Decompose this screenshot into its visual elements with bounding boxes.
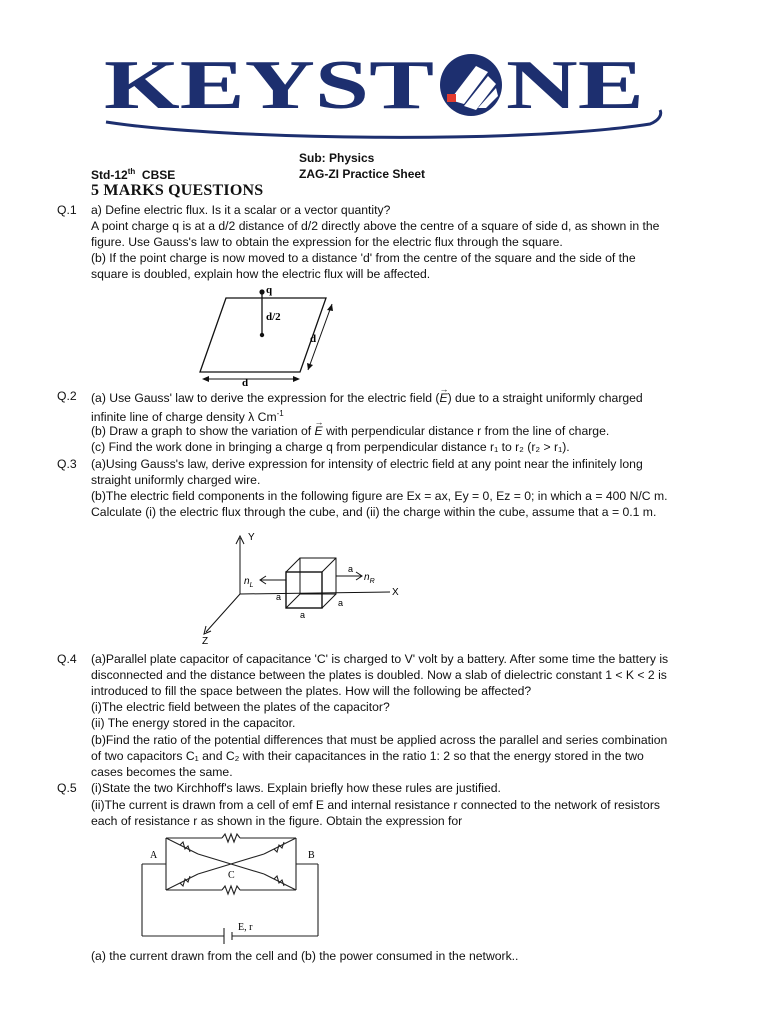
q3-line: straight uniformly charged wire. xyxy=(91,473,261,487)
q4-line: (a)Parallel plate capacitor of capacitance 'C' is charged to V' volt by a battery. After some time the battery is xyxy=(91,652,669,666)
q5-line: each of resistance r as shown in the figure. Obtain the expression for xyxy=(91,814,463,828)
q1-line: square is doubled, explain how the electric flux will be affected. xyxy=(91,267,431,281)
node-a-label: A xyxy=(150,850,158,861)
q1-line: a) Define electric flux. Is it a scalar or a vector quantity? xyxy=(91,203,391,217)
nr-label: $n_R$ xyxy=(364,572,375,585)
q1-number: Q.1 xyxy=(57,203,77,217)
q4-line: introduced to fill the space between the plates. How will the following be affected? xyxy=(91,684,532,698)
a-label: a xyxy=(276,592,282,602)
q4-line: (ii) The energy stored in the capacitor. xyxy=(91,716,296,730)
a-label: a xyxy=(300,610,306,620)
q1-line: A point charge q is at a d/2 distance of d/2 directly above the centre of a square of side d, as shown in the xyxy=(91,219,660,233)
q2-line-4: (c) Find the work done in bringing a charge q from perpendicular distance r₁ to r₂ (r₂ > r₁). xyxy=(91,440,570,454)
std-label: Std-12th CBSE xyxy=(91,167,176,182)
q3-cube-figure xyxy=(198,528,408,644)
section-heading: 5 MARKS QUESTIONS xyxy=(91,182,264,199)
q5-number: Q.5 xyxy=(57,781,77,795)
q2-number: Q.2 xyxy=(57,389,77,403)
q4-number: Q.4 xyxy=(57,652,77,666)
logo-text-right: NE xyxy=(506,47,644,124)
node-c-label: C xyxy=(228,870,235,881)
q4-line: cases becomes the same. xyxy=(91,765,233,779)
logo-text-left: KEYST xyxy=(104,47,434,124)
bottom-d-label: d xyxy=(242,377,249,388)
node-b-label: B xyxy=(308,850,315,861)
side-d-label: d xyxy=(310,333,317,345)
half-d-label: d/2 xyxy=(266,311,281,323)
q4-line: disconnected and the distance between the plates is doubled. Now a slab of dielectric constant 1 < K < 2 is xyxy=(91,668,667,682)
q3-number: Q.3 xyxy=(57,457,77,471)
q5-line: (ii)The current is drawn from a cell of emf E and internal resistance r connected to the network of resistors xyxy=(91,798,660,812)
q4-line: of two capacitors C₁ and C₂ with their capacitances in the ratio 1: 2 so that the energy stored in the two xyxy=(91,749,644,763)
q2-line-2: infinite line of charge density λ $Cm^{-1}$ xyxy=(91,409,284,425)
q2-line-3: (b) Draw a graph to show the variation of → E with perpendicular distance r from the line of charge. xyxy=(91,423,609,439)
q2-line-1: (a) Use Gauss' law to derive the expression for the electric field (→ E) due to a straight uniformly charged xyxy=(91,390,643,406)
sheet-label: ZAG-ZI Practice Sheet xyxy=(299,167,426,181)
y-axis-label: Y xyxy=(248,532,255,543)
cell-label: E, r xyxy=(238,922,253,933)
keystone-logo xyxy=(104,44,664,152)
q5-line: (i)State the two Kirchhoff's laws. Explain briefly how these rules are justified. xyxy=(91,781,501,795)
q1-line: (b) If the point charge is now moved to a distance 'd' from the centre of the square and the side of the xyxy=(91,251,636,265)
q3-line: (a)Using Gauss's law, derive expression for intensity of electric field at any point near the infinitely long xyxy=(91,457,643,471)
q-label: q xyxy=(266,284,273,296)
x-axis-label: X xyxy=(392,587,399,598)
q3-line: (b)The electric field components in the following figure are Ex = ax, Ey = 0, Ez = 0; in which a = 400 N/C m. xyxy=(91,489,668,503)
q1-square-figure xyxy=(196,282,346,388)
nl-label: $n_L$ xyxy=(244,576,254,589)
logo-o-icon xyxy=(440,54,502,116)
q3-line: Calculate (i) the electric flux through the cube, and (ii) the charge within the cube, assume that a = 0.1 m. xyxy=(91,505,657,519)
q1-line: figure. Use Gauss's law to obtain the expression for the electric flux through the square. xyxy=(91,235,563,249)
q5-last-line: (a) the current drawn from the cell and (b) the power consumed in the network.. xyxy=(91,949,519,963)
a-label: a xyxy=(338,598,344,608)
q5-circuit-figure xyxy=(128,828,328,946)
a-label: a xyxy=(348,564,354,574)
q4-line: (b)Find the ratio of the potential differences that must be applied across the parallel and series combination xyxy=(91,733,668,747)
subject-label: Sub: Physics xyxy=(299,151,375,165)
q4-line: (i)The electric field between the plates of the capacitor? xyxy=(91,700,390,714)
z-axis-label: Z xyxy=(202,636,209,644)
